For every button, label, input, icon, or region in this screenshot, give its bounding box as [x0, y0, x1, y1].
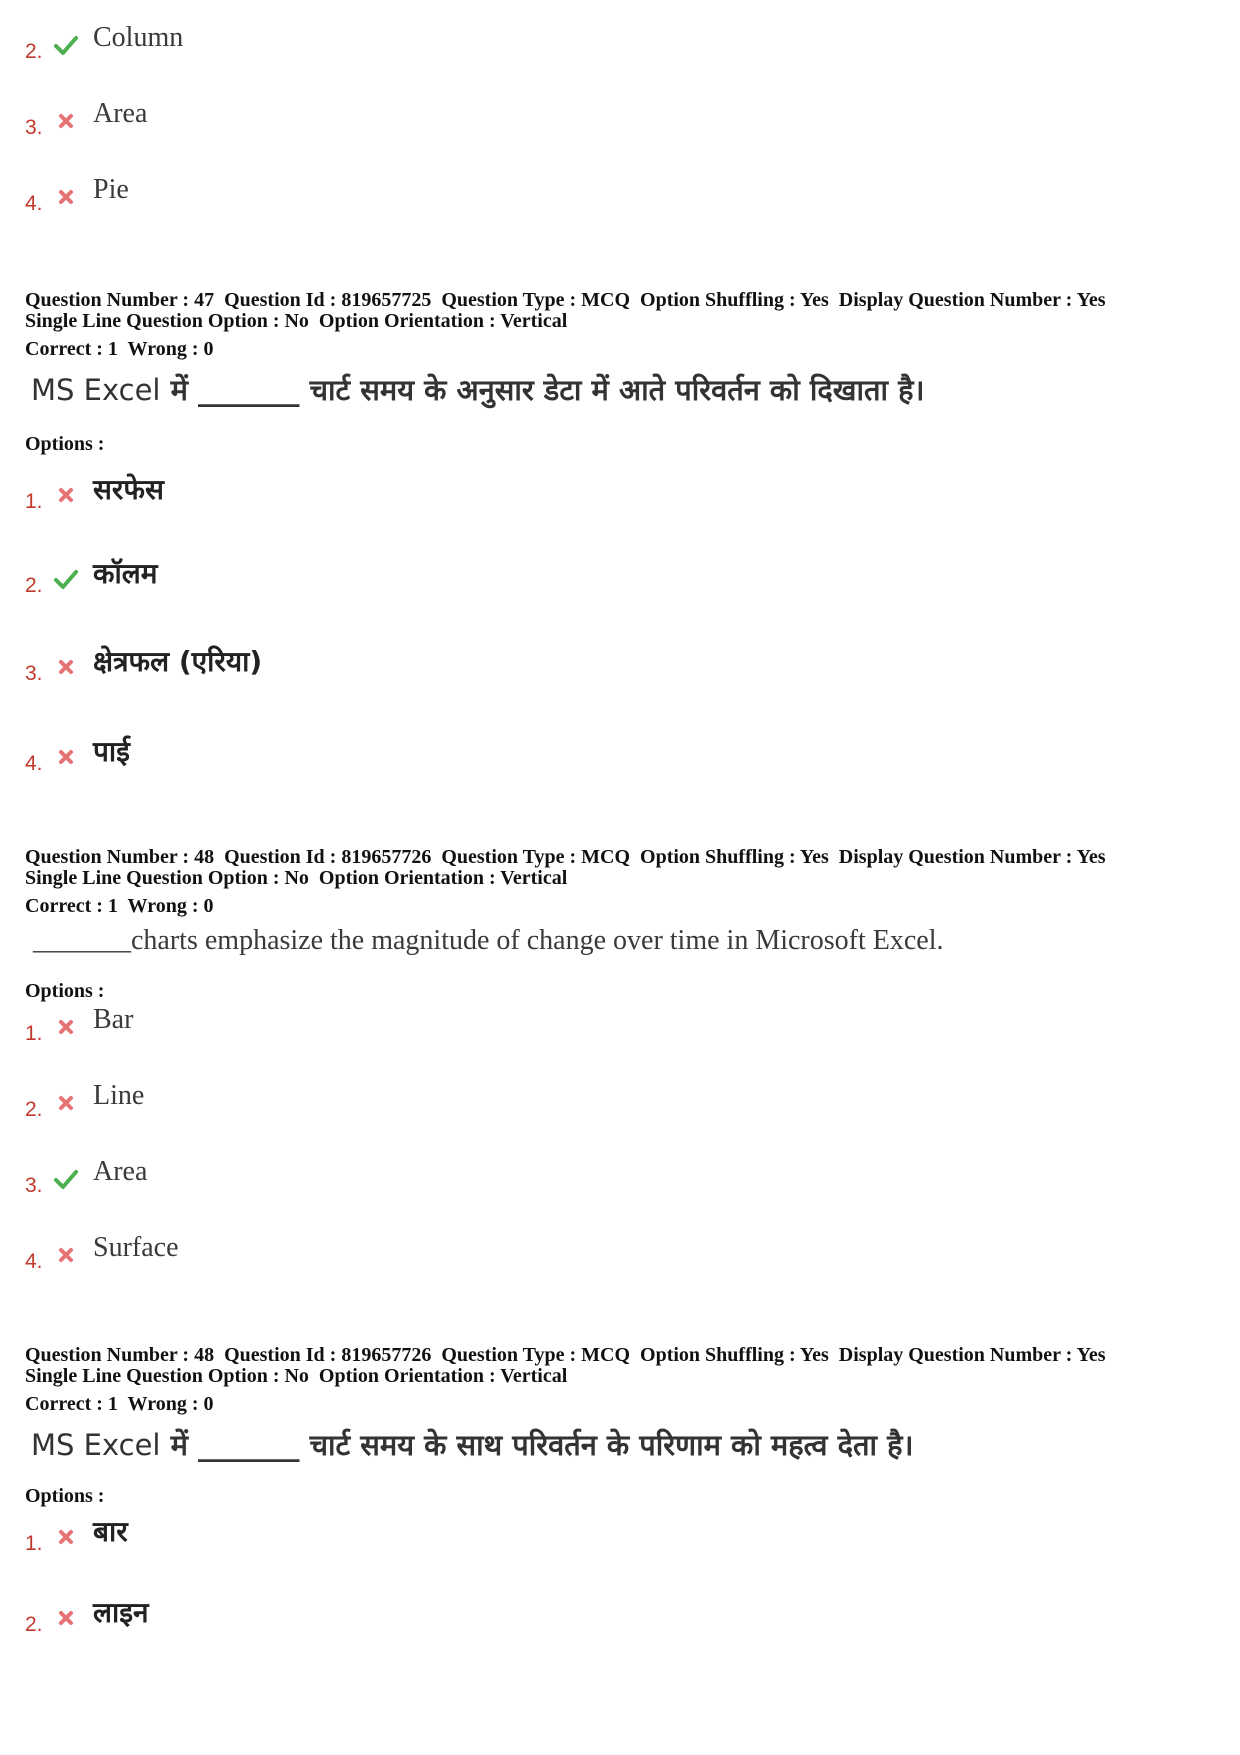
option-number: 1. [25, 1022, 43, 1045]
option-number: 3. [25, 116, 43, 139]
question-meta [25, 847, 1105, 889]
option-text: लाइन [93, 1596, 149, 1629]
cross-icon [53, 108, 79, 134]
option-text: Pie [93, 174, 129, 205]
option-number: 1. [25, 490, 43, 513]
question-prefix: MS Excel [31, 373, 161, 407]
option-text: बार [93, 1515, 128, 1548]
options-label: Options : [25, 433, 105, 455]
options-label: Options : [25, 980, 105, 1002]
option-number: 4. [25, 192, 43, 215]
option-text: पाई [93, 735, 130, 768]
cross-icon [53, 654, 79, 680]
check-icon [53, 1166, 79, 1192]
meta-line: Question Number : 48 Question Id : 819657726 Question Type : MCQ Option Shuffling : Yes Display Question Number : Yes [25, 846, 1106, 868]
options-label: Options : [25, 1485, 105, 1507]
option-number: 4. [25, 752, 43, 775]
option-text: Area [93, 1156, 148, 1187]
question-prefix: MS Excel [31, 1428, 161, 1462]
meta-line: Single Line Question Option : No Option Orientation : Vertical [25, 867, 568, 889]
option-text: Area [93, 98, 148, 129]
question-text [31, 1425, 914, 1464]
cross-icon [53, 1605, 79, 1631]
question-meta [25, 290, 1105, 332]
option-text: Line [93, 1080, 145, 1111]
correct-wrong: Correct : 1 Wrong : 0 [25, 1393, 214, 1415]
question-text: _______charts emphasize the magnitude of change over time in Microsoft Excel. [33, 925, 944, 956]
option-number: 2. [25, 574, 43, 597]
cross-icon [53, 1014, 79, 1040]
question-meta [25, 1345, 1105, 1387]
cross-icon [53, 1524, 79, 1550]
check-icon [53, 566, 79, 592]
question-rest: में _______ चार्ट समय के अनुसार डेटा में आते परिवर्तन को दिखाता है। [170, 373, 925, 407]
option-number: 2. [25, 1098, 43, 1121]
option-number: 3. [25, 1174, 43, 1197]
meta-line: Question Number : 47 Question Id : 819657725 Question Type : MCQ Option Shuffling : Yes Display Question Number : Yes [25, 289, 1106, 311]
option-text: Bar [93, 1004, 134, 1035]
option-number: 4. [25, 1250, 43, 1273]
option-text: Column [93, 22, 184, 53]
cross-icon [53, 482, 79, 508]
cross-icon [53, 1242, 79, 1268]
option-number: 1. [25, 1532, 43, 1555]
option-text: Surface [93, 1232, 179, 1263]
meta-line: Single Line Question Option : No Option Orientation : Vertical [25, 310, 568, 332]
cross-icon [53, 744, 79, 770]
correct-wrong: Correct : 1 Wrong : 0 [25, 338, 214, 360]
option-number: 2. [25, 1613, 43, 1636]
correct-wrong: Correct : 1 Wrong : 0 [25, 895, 214, 917]
meta-line: Question Number : 48 Question Id : 819657726 Question Type : MCQ Option Shuffling : Yes Display Question Number : Yes [25, 1344, 1106, 1366]
check-icon [53, 32, 79, 58]
cross-icon [53, 1090, 79, 1116]
meta-line: Single Line Question Option : No Option Orientation : Vertical [25, 1365, 568, 1387]
option-text: क्षेत्रफल (एरिया) [93, 645, 263, 678]
option-number: 2. [25, 40, 43, 63]
cross-icon [53, 184, 79, 210]
question-text [31, 370, 924, 409]
option-text: सरफेस [93, 473, 164, 506]
option-text: कॉलम [93, 557, 158, 590]
option-number: 3. [25, 662, 43, 685]
question-rest: में _______ चार्ट समय के साथ परिवर्तन के परिणाम को महत्व देता है। [170, 1428, 914, 1462]
